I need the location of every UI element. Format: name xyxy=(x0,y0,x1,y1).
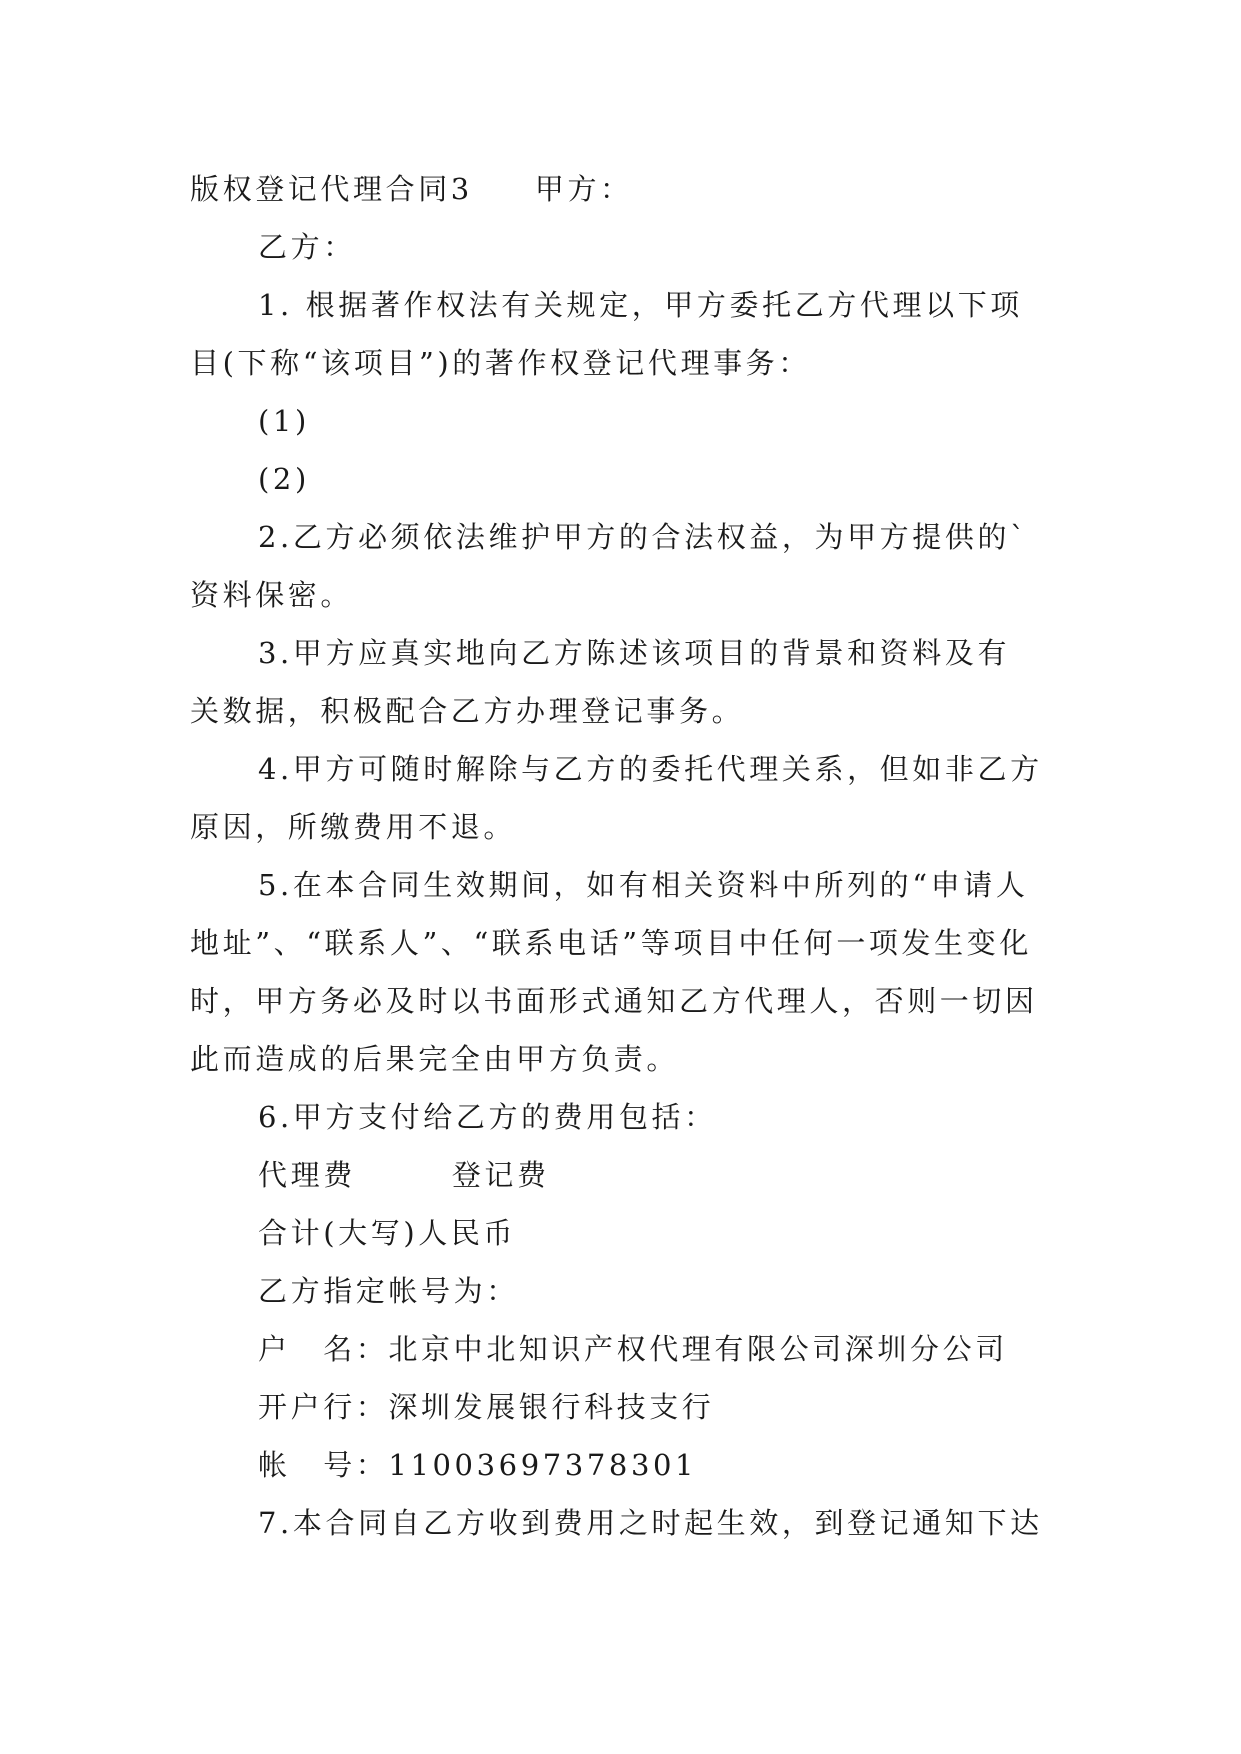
clause-1-line-1: 1. 根据著作权法有关规定，甲方委托乙方代理以下项 xyxy=(258,288,1023,322)
account-intro: 乙方指定帐号为： xyxy=(258,1274,519,1308)
account-number: 帐 号：11003697378301 xyxy=(258,1448,698,1482)
clause-5-line-4: 此而造成的后果完全由甲方负责。 xyxy=(190,1042,680,1076)
clause-1-item-1: (1) xyxy=(258,404,310,438)
clause-5-line-3: 时，甲方务必及时以书面形式通知乙方代理人，否则一切因 xyxy=(190,984,1038,1018)
clause-2-line-2: 资料保密。 xyxy=(190,578,354,612)
fee-register-label: 登记费 xyxy=(451,1158,550,1192)
clause-3-line-1: 3.甲方应真实地向乙方陈述该项目的背景和资料及有 xyxy=(258,636,1011,670)
clause-4-line-1: 4.甲方可随时解除与乙方的委托代理关系，但如非乙方 xyxy=(258,752,1043,786)
party-a-label: 甲方： xyxy=(534,172,633,206)
fee-total-line: 合计(大写)人民币 xyxy=(258,1216,517,1250)
clause-5-line-2: 地址”、“联系人”、“联系电话”等项目中任何一项发生变化 xyxy=(190,926,1032,960)
fee-agent-label: 代理费 xyxy=(258,1158,356,1192)
clause-4-line-2: 原因，所缴费用不退。 xyxy=(190,810,517,844)
header-line xyxy=(190,160,1050,218)
party-b-label: 乙方： xyxy=(258,230,356,264)
clause-6-line-1: 6.甲方支付给乙方的费用包括： xyxy=(258,1100,717,1134)
clause-5-line-1: 5.在本合同生效期间，如有相关资料中所列的“申请人 xyxy=(258,868,1029,902)
clause-7-line-1: 7.本合同自乙方收到费用之时起生效，到登记通知下达 xyxy=(258,1506,1043,1540)
clause-1-line-2: 目(下称“该项目”)的著作权登记代理事务： xyxy=(190,346,811,380)
document-title: 版权登记代理合同3 xyxy=(190,172,473,206)
clause-3-line-2: 关数据，积极配合乙方办理登记事务。 xyxy=(190,694,745,728)
account-name: 户 名：北京中北知识产权代理有限公司深圳分公司 xyxy=(258,1332,1008,1366)
contract-document xyxy=(190,160,1050,1552)
clause-2-line-1: 2.乙方必须依法维护甲方的合法权益，为甲方提供的` xyxy=(258,520,1029,554)
account-bank: 开户行：深圳发展银行科技支行 xyxy=(258,1390,715,1424)
clause-1-item-2: (2) xyxy=(258,462,310,496)
fee-items-line xyxy=(190,1146,1050,1204)
